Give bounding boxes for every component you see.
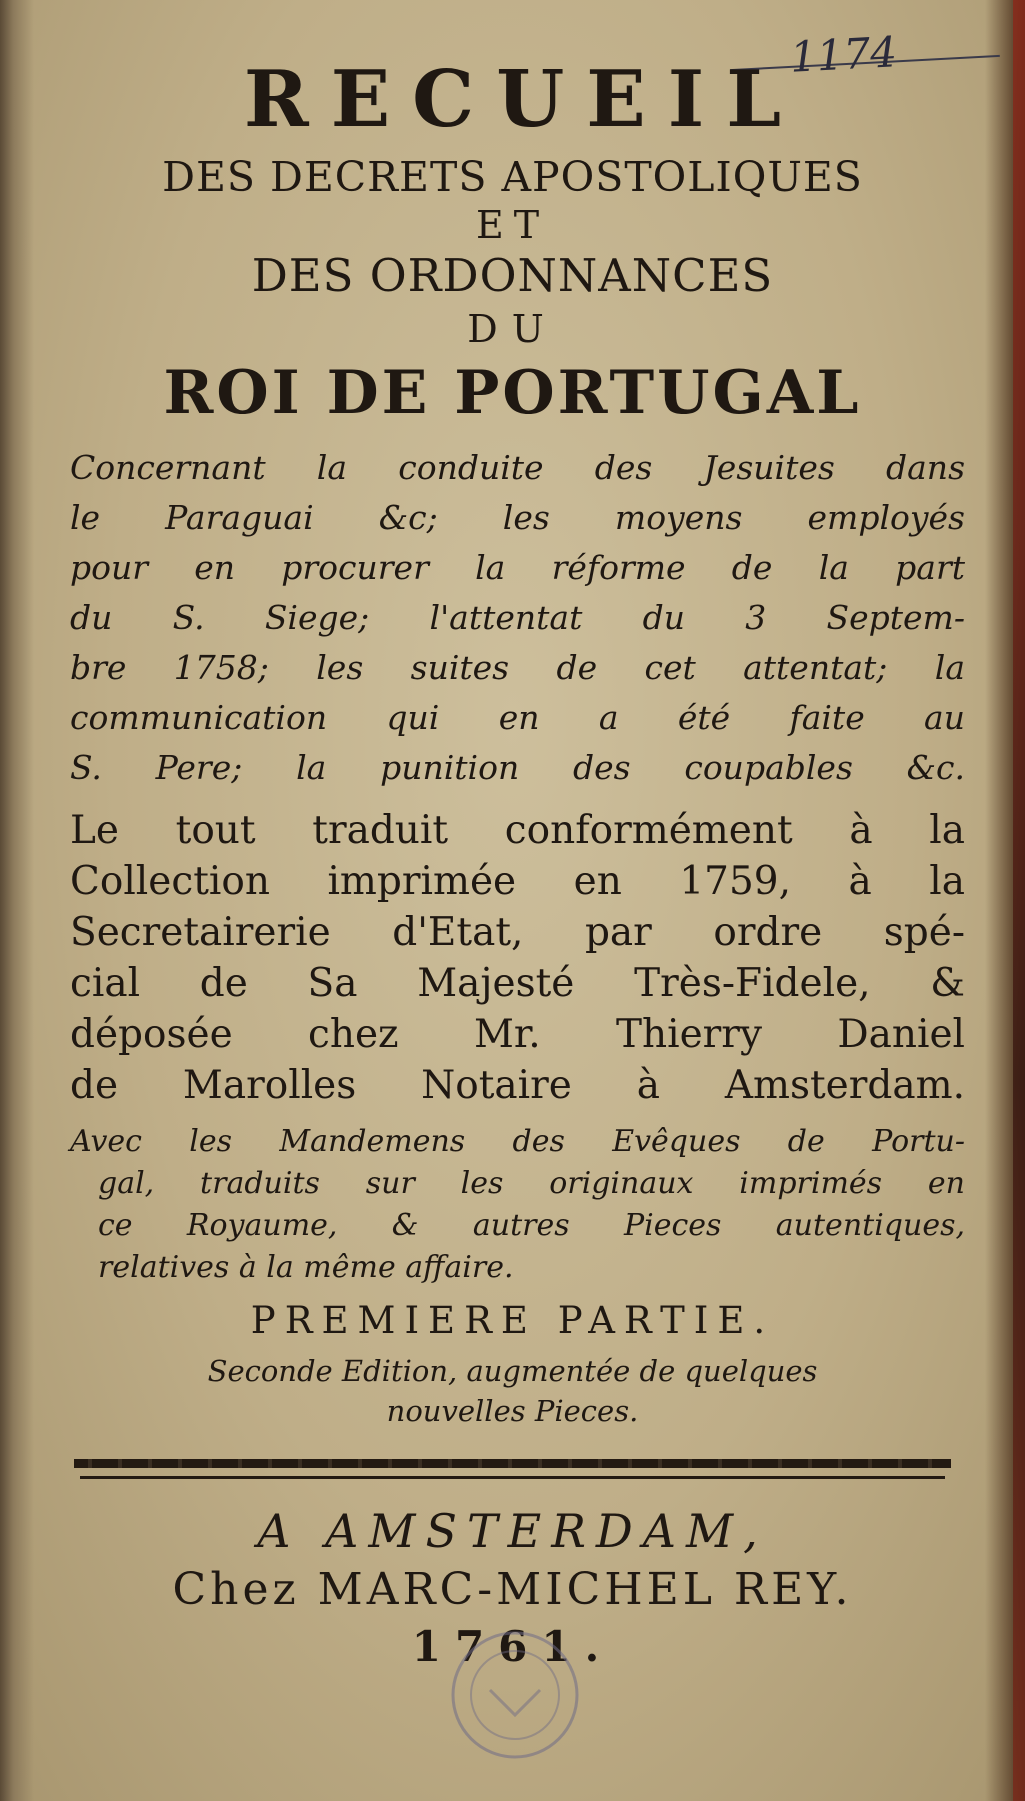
ornamental-rule (74, 1459, 951, 1468)
edition-line: Seconde Edition, augmentée de quelques (207, 1354, 818, 1388)
description-line: pour en procurer la réforme de la part (70, 548, 965, 587)
supplement-line: ce Royaume, & autres Pieces autentiques, (98, 1208, 965, 1243)
supplement-line: Avec les Mandemens des Evêques de Portu- (70, 1124, 965, 1159)
binding-edge (1013, 0, 1025, 1801)
supplement-line: gal, traduits sur les originaux imprimés en (98, 1166, 965, 1201)
title-page-content (60, 55, 965, 1675)
description-line: bre 1758; les suites de cet attentat; la (70, 648, 965, 687)
italic-description (60, 443, 965, 793)
divider-rule (80, 1476, 945, 1479)
roman-line: Secretairerie d'Etat, par ordre spé- (70, 910, 965, 955)
title-line-et: ET (475, 203, 550, 247)
supplement-line: relatives à la même affaire. (98, 1250, 514, 1285)
title-line-recueil: RECUEIL (243, 54, 804, 145)
italic-supplement (60, 1121, 965, 1289)
roman-description (60, 805, 965, 1111)
imprint-publisher: Chez MARC-MICHEL REY. (172, 1564, 853, 1615)
edition-line: nouvelles Pieces. (386, 1394, 639, 1428)
imprint-place: A AMSTERDAM, (257, 1504, 768, 1558)
roman-line: Le tout traduit conformément à la (70, 808, 965, 853)
part-heading: PREMIERE PARTIE. (250, 1299, 775, 1342)
description-line: communication qui en a été faite au (70, 698, 965, 737)
roman-line: Collection imprimée en 1759, à la (70, 859, 965, 904)
edition-note (60, 1351, 965, 1431)
imprint-year: 1761. (411, 1622, 614, 1671)
roman-line: cial de Sa Majesté Très-Fidele, & (70, 961, 965, 1006)
description-line: S. Pere; la punition des coupables &c. (70, 748, 965, 787)
title-line-decrets: DES DECRETS APOSTOLIQUES (162, 153, 863, 201)
title-line-du: DU (467, 307, 558, 351)
page-left-edge (0, 0, 34, 1801)
roman-line: déposée chez Mr. Thierry Daniel (70, 1012, 965, 1057)
description-line: le Paraguai &c; les moyens employés (70, 498, 965, 537)
description-line: Concernant la conduite des Jesuites dans (70, 448, 965, 487)
title-line-ordonnances: DES ORDONNANCES (251, 249, 774, 302)
title-line-roi-de-portugal: ROI DE PORTUGAL (163, 358, 862, 428)
shelfmark-handwritten: 1174 (788, 27, 899, 82)
library-stamp-icon (440, 1620, 590, 1770)
roman-line: de Marolles Notaire à Amsterdam. (70, 1063, 965, 1108)
description-line: du S. Siege; l'attentat du 3 Septem- (70, 598, 965, 637)
